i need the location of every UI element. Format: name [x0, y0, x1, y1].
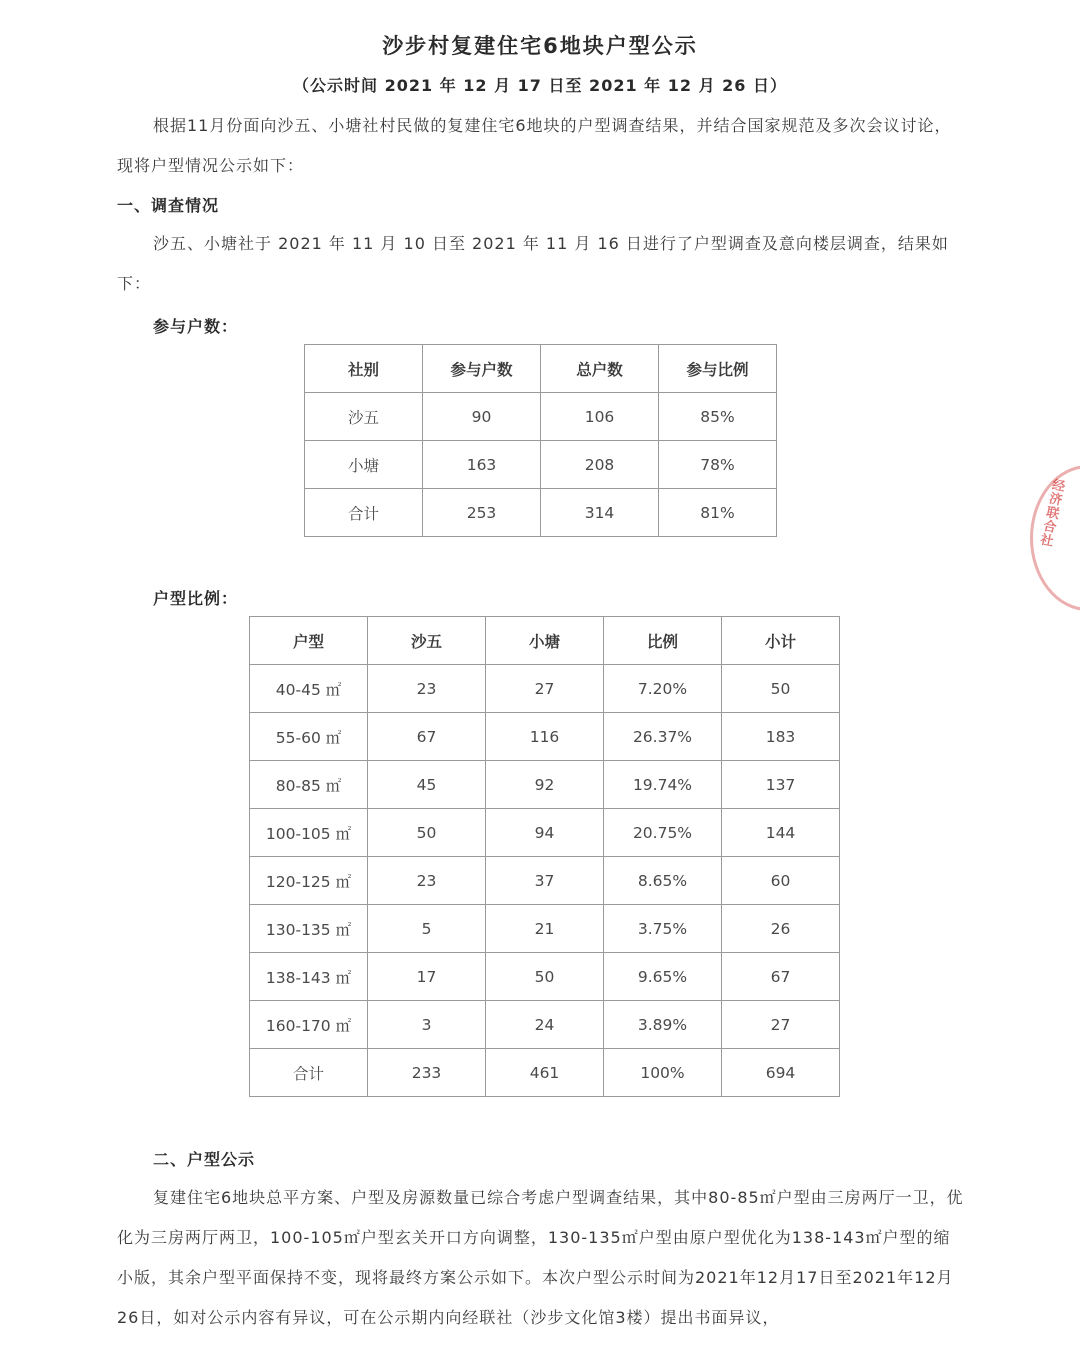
table-row: [305, 441, 777, 489]
section2-heading: 二、户型公示: [153, 1150, 256, 1169]
table-cell: 23: [368, 665, 486, 713]
table-row: [250, 809, 840, 857]
table-cell: 138-143 ㎡: [250, 953, 368, 1001]
table-cell: 27: [486, 665, 604, 713]
table-cell: 85%: [659, 393, 777, 441]
table-cell: 3.75%: [604, 905, 722, 953]
table-cell: 合计: [250, 1049, 368, 1097]
table-total-row: [250, 1049, 840, 1097]
table-header-row: [305, 345, 777, 393]
table-cell: 60: [722, 857, 840, 905]
table-cell: 40-45 ㎡: [250, 665, 368, 713]
table-row: [250, 905, 840, 953]
table-row: [250, 1001, 840, 1049]
table-header-row: [250, 617, 840, 665]
table-cell: 24: [486, 1001, 604, 1049]
table-cell: 160-170 ㎡: [250, 1001, 368, 1049]
table-cell: 106: [541, 393, 659, 441]
table-row: [250, 713, 840, 761]
table-cell: 461: [486, 1049, 604, 1097]
table-header: 小塘: [486, 617, 604, 665]
table-cell: 94: [486, 809, 604, 857]
table-cell: 7.20%: [604, 665, 722, 713]
table-row: [305, 393, 777, 441]
table-cell: 3.89%: [604, 1001, 722, 1049]
table-cell: 3: [368, 1001, 486, 1049]
ratio-label: 户型比例：: [153, 589, 239, 608]
table-header: 参与户数: [423, 345, 541, 393]
table-cell: 92: [486, 761, 604, 809]
table-cell: 小塘: [305, 441, 423, 489]
table-cell: 81%: [659, 489, 777, 537]
table-header: 小计: [722, 617, 840, 665]
table-cell: 78%: [659, 441, 777, 489]
section2-paragraph: 复建住宅6地块总平方案、户型及房源数量已综合考虑户型调查结果，其中80-85㎡户型由三房两厅一卫，优化为三房两厅两卫，100-105㎡户型玄关开口方向调整，130-135㎡户型由原户型优化为138-143㎡户型的缩小版，其余户型平面保持不变，现将最终方案公示如下。本次户型公示时间为2021年12月17日至2021年12月26日，如对公示内容有异议，可在公示期内向经联社（沙步文化馆3楼）提出书面异议，: [117, 1188, 964, 1327]
table-cell: 253: [423, 489, 541, 537]
table-cell: 8.65%: [604, 857, 722, 905]
section1-paragraph: 沙五、小塘社于 2021 年 11 月 10 日至 2021 年 11 月 16 日进行了户型调查及意向楼层调查，结果如下：: [117, 234, 949, 293]
table-header: 户型: [250, 617, 368, 665]
table-row: [305, 489, 777, 537]
section1-heading: 一、调查情况: [117, 196, 220, 215]
table-cell: 50: [368, 809, 486, 857]
table-row: [250, 761, 840, 809]
table-header: 参与比例: [659, 345, 777, 393]
table-header: 比例: [604, 617, 722, 665]
table-header: 社别: [305, 345, 423, 393]
table-cell: 9.65%: [604, 953, 722, 1001]
table-cell: 26.37%: [604, 713, 722, 761]
table-cell: 90: [423, 393, 541, 441]
table-cell: 23: [368, 857, 486, 905]
table-cell: 17: [368, 953, 486, 1001]
table-cell: 45: [368, 761, 486, 809]
table-cell: 80-85 ㎡: [250, 761, 368, 809]
participation-table: [304, 344, 777, 537]
unit-ratio-table: [249, 616, 840, 1097]
table-cell: 100-105 ㎡: [250, 809, 368, 857]
table-cell: 67: [722, 953, 840, 1001]
table-cell: 233: [368, 1049, 486, 1097]
table-cell: 37: [486, 857, 604, 905]
table-cell: 100%: [604, 1049, 722, 1097]
table-cell: 26: [722, 905, 840, 953]
table-cell: 27: [722, 1001, 840, 1049]
table-cell: 183: [722, 713, 840, 761]
table-cell: 120-125 ㎡: [250, 857, 368, 905]
table-cell: 144: [722, 809, 840, 857]
table-cell: 50: [486, 953, 604, 1001]
table-cell: 21: [486, 905, 604, 953]
table-cell: 5: [368, 905, 486, 953]
intro-paragraph: 根据11月份面向沙五、小塘社村民做的复建住宅6地块的户型调查结果，并结合国家规范及多次会议讨论，现将户型情况公示如下：: [117, 116, 952, 175]
table-cell: 163: [423, 441, 541, 489]
table-cell: 20.75%: [604, 809, 722, 857]
document-subtitle: （公示时间 2021 年 12 月 17 日至 2021 年 12 月 26 日）: [293, 76, 787, 95]
table-cell: 67: [368, 713, 486, 761]
table-cell: 694: [722, 1049, 840, 1097]
table-cell: 沙五: [305, 393, 423, 441]
table-header: 沙五: [368, 617, 486, 665]
table-cell: 合计: [305, 489, 423, 537]
table-header: 总户数: [541, 345, 659, 393]
table-cell: 130-135 ㎡: [250, 905, 368, 953]
official-seal-text: 经济联合社: [1038, 477, 1067, 550]
table-cell: 137: [722, 761, 840, 809]
table-cell: 55-60 ㎡: [250, 713, 368, 761]
table-row: [250, 857, 840, 905]
table-cell: 50: [722, 665, 840, 713]
participation-label: 参与户数：: [153, 317, 239, 336]
table-cell: 314: [541, 489, 659, 537]
table-cell: 208: [541, 441, 659, 489]
table-cell: 116: [486, 713, 604, 761]
table-row: [250, 665, 840, 713]
document-title: 沙步村复建住宅6地块户型公示: [382, 34, 698, 58]
table-cell: 19.74%: [604, 761, 722, 809]
table-row: [250, 953, 840, 1001]
